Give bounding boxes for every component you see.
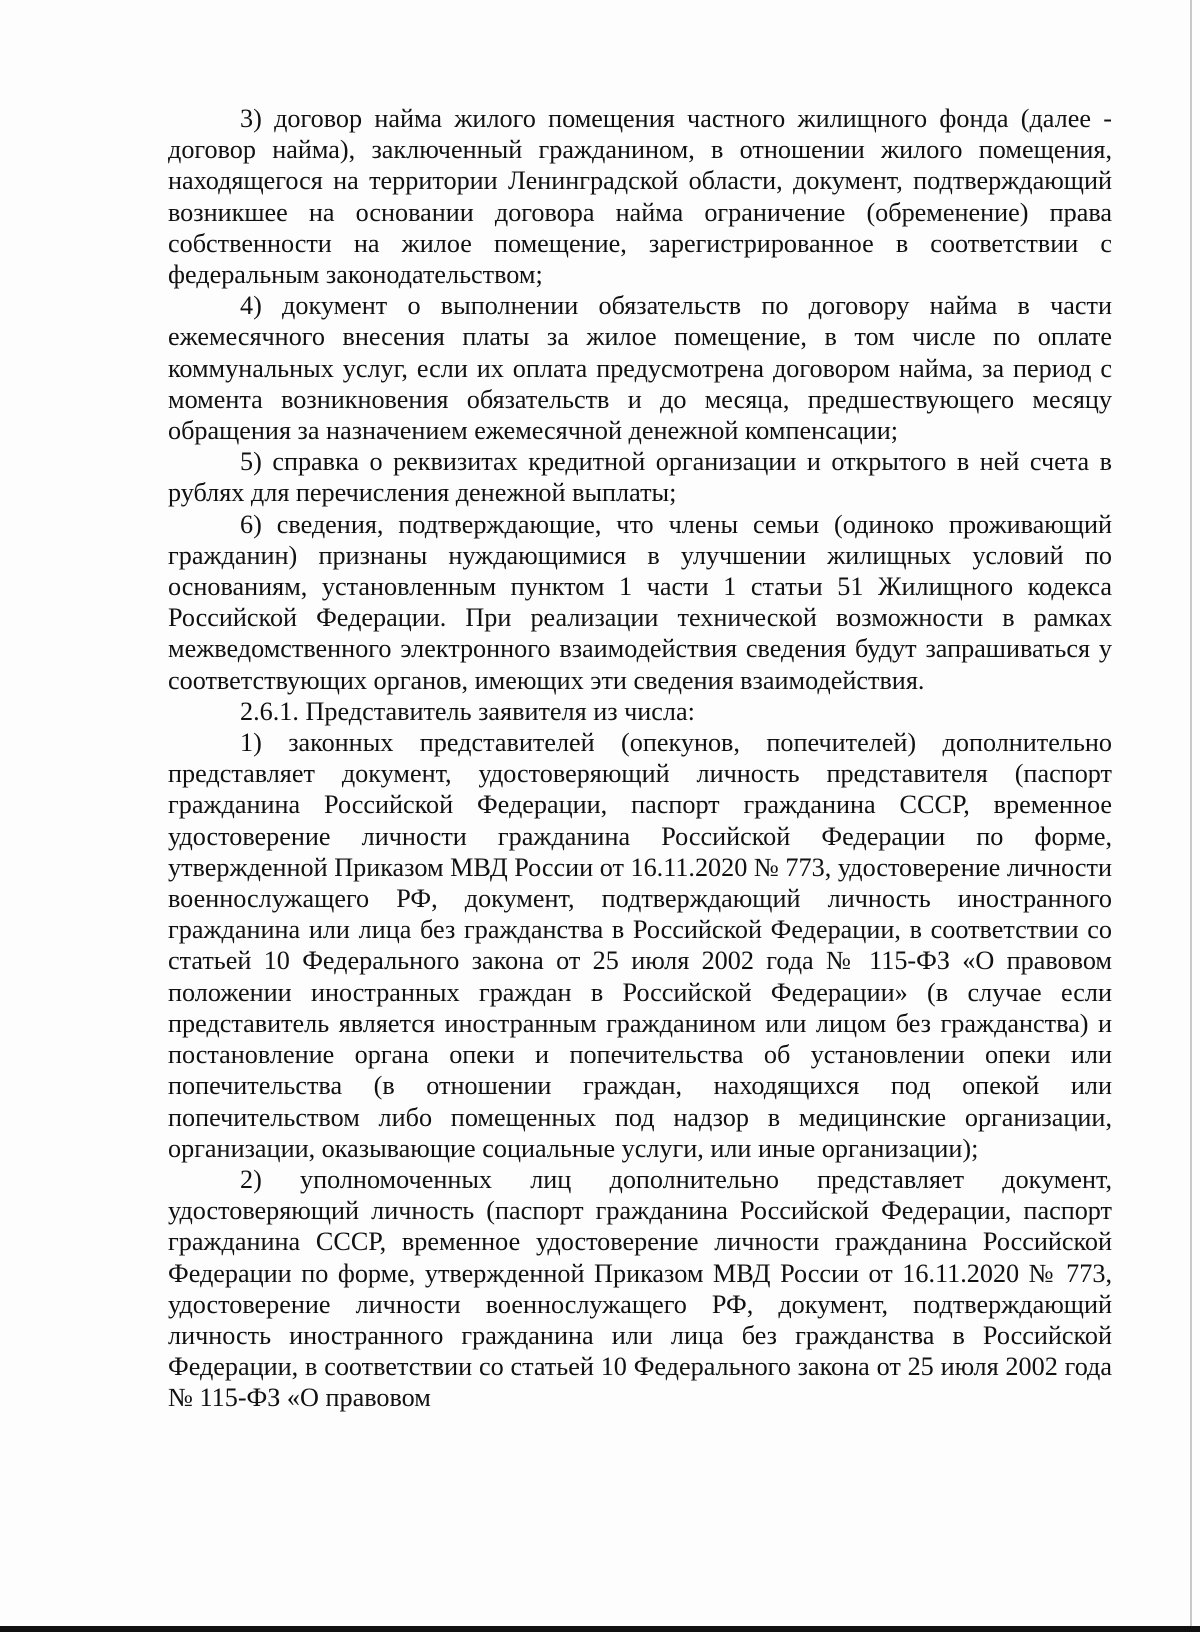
scan-edge-bottom	[0, 1626, 1200, 1632]
scan-edge-right	[1190, 0, 1192, 1632]
paragraph-item-3-rental-contract: 3) договор найма жилого помещения частного жилищного фонда (далее - договор найма), заключенный гражданином, в отношении жилого помещения, находящегося на территории Ленинградской области, документ, подтверждающий возникшее на основании договора найма ограничение (обременение) права собственности на жилое помещение, зарегистрированное в соответствии с федеральным законодательством;	[168, 104, 1112, 290]
paragraph-item-4-payment-document: 4) документ о выполнении обязательств по договору найма в части ежемесячного внесения платы за жилое помещение, в том числе по оплате коммунальных услуг, если их оплата предусмотрена договором найма, за период с момента возникновения обязательств и до месяца, предшествующего месяцу обращения за назначением ежемесячной денежной компенсации;	[168, 291, 1112, 446]
paragraph-item-5-bank-details: 5) справка о реквизитах кредитной организации и открытого в ней счета в рублях для перечисления денежной выплаты;	[168, 447, 1112, 508]
paragraph-legal-representatives: 1) законных представителей (опекунов, попечителей) дополнительно представляет документ, удостоверяющий личность представителя (паспорт гражданина Российской Федерации, паспорт гражданина СССР, временное удостоверение личности гражданина Российской Федерации по форме, утвержденной Приказом МВД России от 16.11.2020 № 773, удостоверение личности военнослужащего РФ, документ, подтверждающий личность иностранного гражданина или лица без гражданства в Российской Федерации, в соответствии со статьей 10 Федерального закона от 25 июля 2002 года № 115-ФЗ «О правовом положении иностранных граждан в Российской Федерации» (в случае если представитель является иностранным гражданином или лицом без гражданства) и постановление органа опеки и попечительства об установлении опеки или попечительства (в отношении граждан, находящихся под опекой или попечительством либо помещенных под надзор в медицинские организации, организации, оказывающие социальные услуги, или иные организации);	[168, 728, 1112, 1163]
paragraph-section-2-6-1-heading: 2.6.1. Представитель заявителя из числа:	[240, 696, 695, 726]
document-body	[168, 103, 1112, 1414]
paragraph-item-6-housing-need: 6) сведения, подтверждающие, что члены семьи (одиноко проживающий гражданин) признаны нуждающимися в улучшении жилищных условий по основаниям, установленным пунктом 1 части 1 статьи 51 Жилищного кодекса Российской Федерации. При реализации технической возможности в рамках межведомственного электронного взаимодействия сведения будут запрашиваться у соответствующих органов, имеющих эти сведения взаимодействия.	[168, 509, 1112, 695]
paragraph-authorized-persons: 2) уполномоченных лиц дополнительно представляет документ, удостоверяющий личность (паспорт гражданина Российской Федерации, паспорт гражданина СССР, временное удостоверение личности гражданина Российской Федерации по форме, утвержденной Приказом МВД России от 16.11.2020 № 773, удостоверение личности военнослужащего РФ, документ, подтверждающий личность иностранного гражданина или лица без гражданства в Российской Федерации, в соответствии со статьей 10 Федерального закона от 25 июля 2002 года № 115-ФЗ «О правовом	[168, 1164, 1112, 1413]
